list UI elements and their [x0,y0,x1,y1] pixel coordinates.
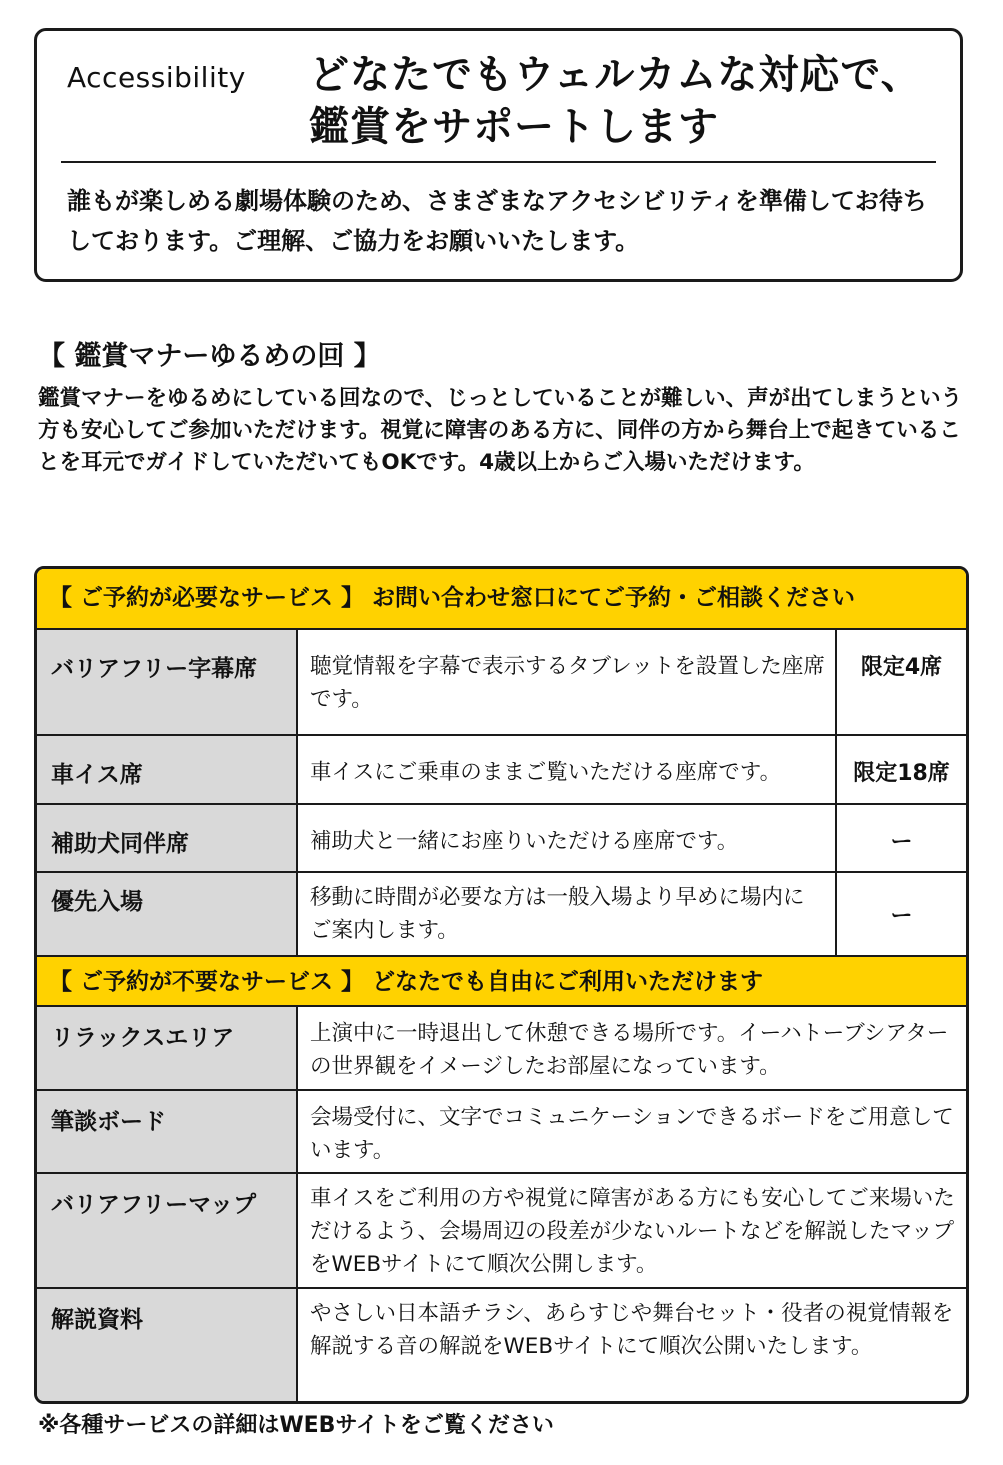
service-description: 車イスにご乗車のままご覧いただける座席です。 [298,736,837,803]
intro-heading-line1: どなたでもウェルカムな対応で、 [309,52,922,98]
relaxed-text: 鑑賞マナーをゆるめにしている回なので、じっとしていることが難しい、声が出てしまうという方も安心してご参加いただけます。視覚に障害のある方に、同伴の方から舞台上で起きていることを耳元でガイドしていただいてもOKです。4歳以上からご入場いただけます。 [38,386,963,475]
service-limit: 限定18席 [853,761,950,786]
table-row [37,1289,966,1404]
table-row [37,1007,966,1091]
service-name: 車イス席 [37,736,298,803]
intro-heading [309,49,922,153]
service-description: 会場受付に、文字でコミュニケーションできるボードをご用意しています。 [310,1105,954,1163]
table-row [37,630,966,736]
service-description: 移動に時間が必要な方は一般入場より早めに場内にご案内します。 [298,873,837,955]
service-name: バリアフリー字幕席 [37,630,298,734]
service-name: 補助犬同伴席 [37,805,298,871]
table-row [37,1091,966,1174]
reserved-services-header: 【 ご予約が必要なサービス 】 お問い合わせ窓口にてご予約・ご相談ください [37,569,966,630]
open-services-header: 【 ご予約が不要なサービス 】 どなたでも自由にご利用いただけます [37,955,966,1007]
service-name: 筆談ボード [37,1091,298,1172]
service-description: 上演中に一時退出して休憩できる場所です。イーハトーブシアターの世界観をイメージしたお部屋になっています。 [310,1021,949,1079]
service-name: バリアフリーマップ [37,1174,298,1287]
services-table [34,566,969,1404]
table-row [37,873,966,955]
relaxed-title: 【 鑑賞マナーゆるめの回 】 [38,341,381,372]
service-name: 解説資料 [37,1289,298,1404]
service-name: リラックスエリア [37,1007,298,1089]
intro-divider [61,161,936,163]
service-limit: ー [890,904,913,929]
service-limit: 限定4席 [860,655,943,680]
service-name: 優先入場 [37,873,298,955]
table-row [37,736,966,805]
service-description: 補助犬と一緒にお座りいただける座席です。 [298,805,837,871]
footnote: ※各種サービスの詳細はWEBサイトをご覧ください [38,1413,554,1438]
service-description: 車イスをご利用の方や視覚に障害がある方にも安心してご来場いただけるよう、会場周辺の段差が少ないルートなどを解説したマップをWEBサイトにて順次公開します。 [310,1186,955,1277]
service-description: 聴覚情報を字幕で表示するタブレットを設置した座席です。 [298,630,837,734]
table-row [37,805,966,873]
service-description: やさしい日本語チラシ、あらすじや舞台セット・役者の視覚情報を解説する音の解説をWEBサイトにて順次公開いたします。 [310,1301,954,1359]
intro-eyebrow: Accessibility [67,61,246,94]
intro-box [34,28,963,282]
intro-text: 誰もが楽しめる劇場体験のため、さまざまなアクセシビリティを準備してお待ちしております。ご理解、ご協力をお願いいたします。 [67,187,927,255]
service-limit: ー [890,830,913,855]
intro-heading-line2: 鑑賞をサポートします [309,104,719,150]
table-row [37,1174,966,1289]
